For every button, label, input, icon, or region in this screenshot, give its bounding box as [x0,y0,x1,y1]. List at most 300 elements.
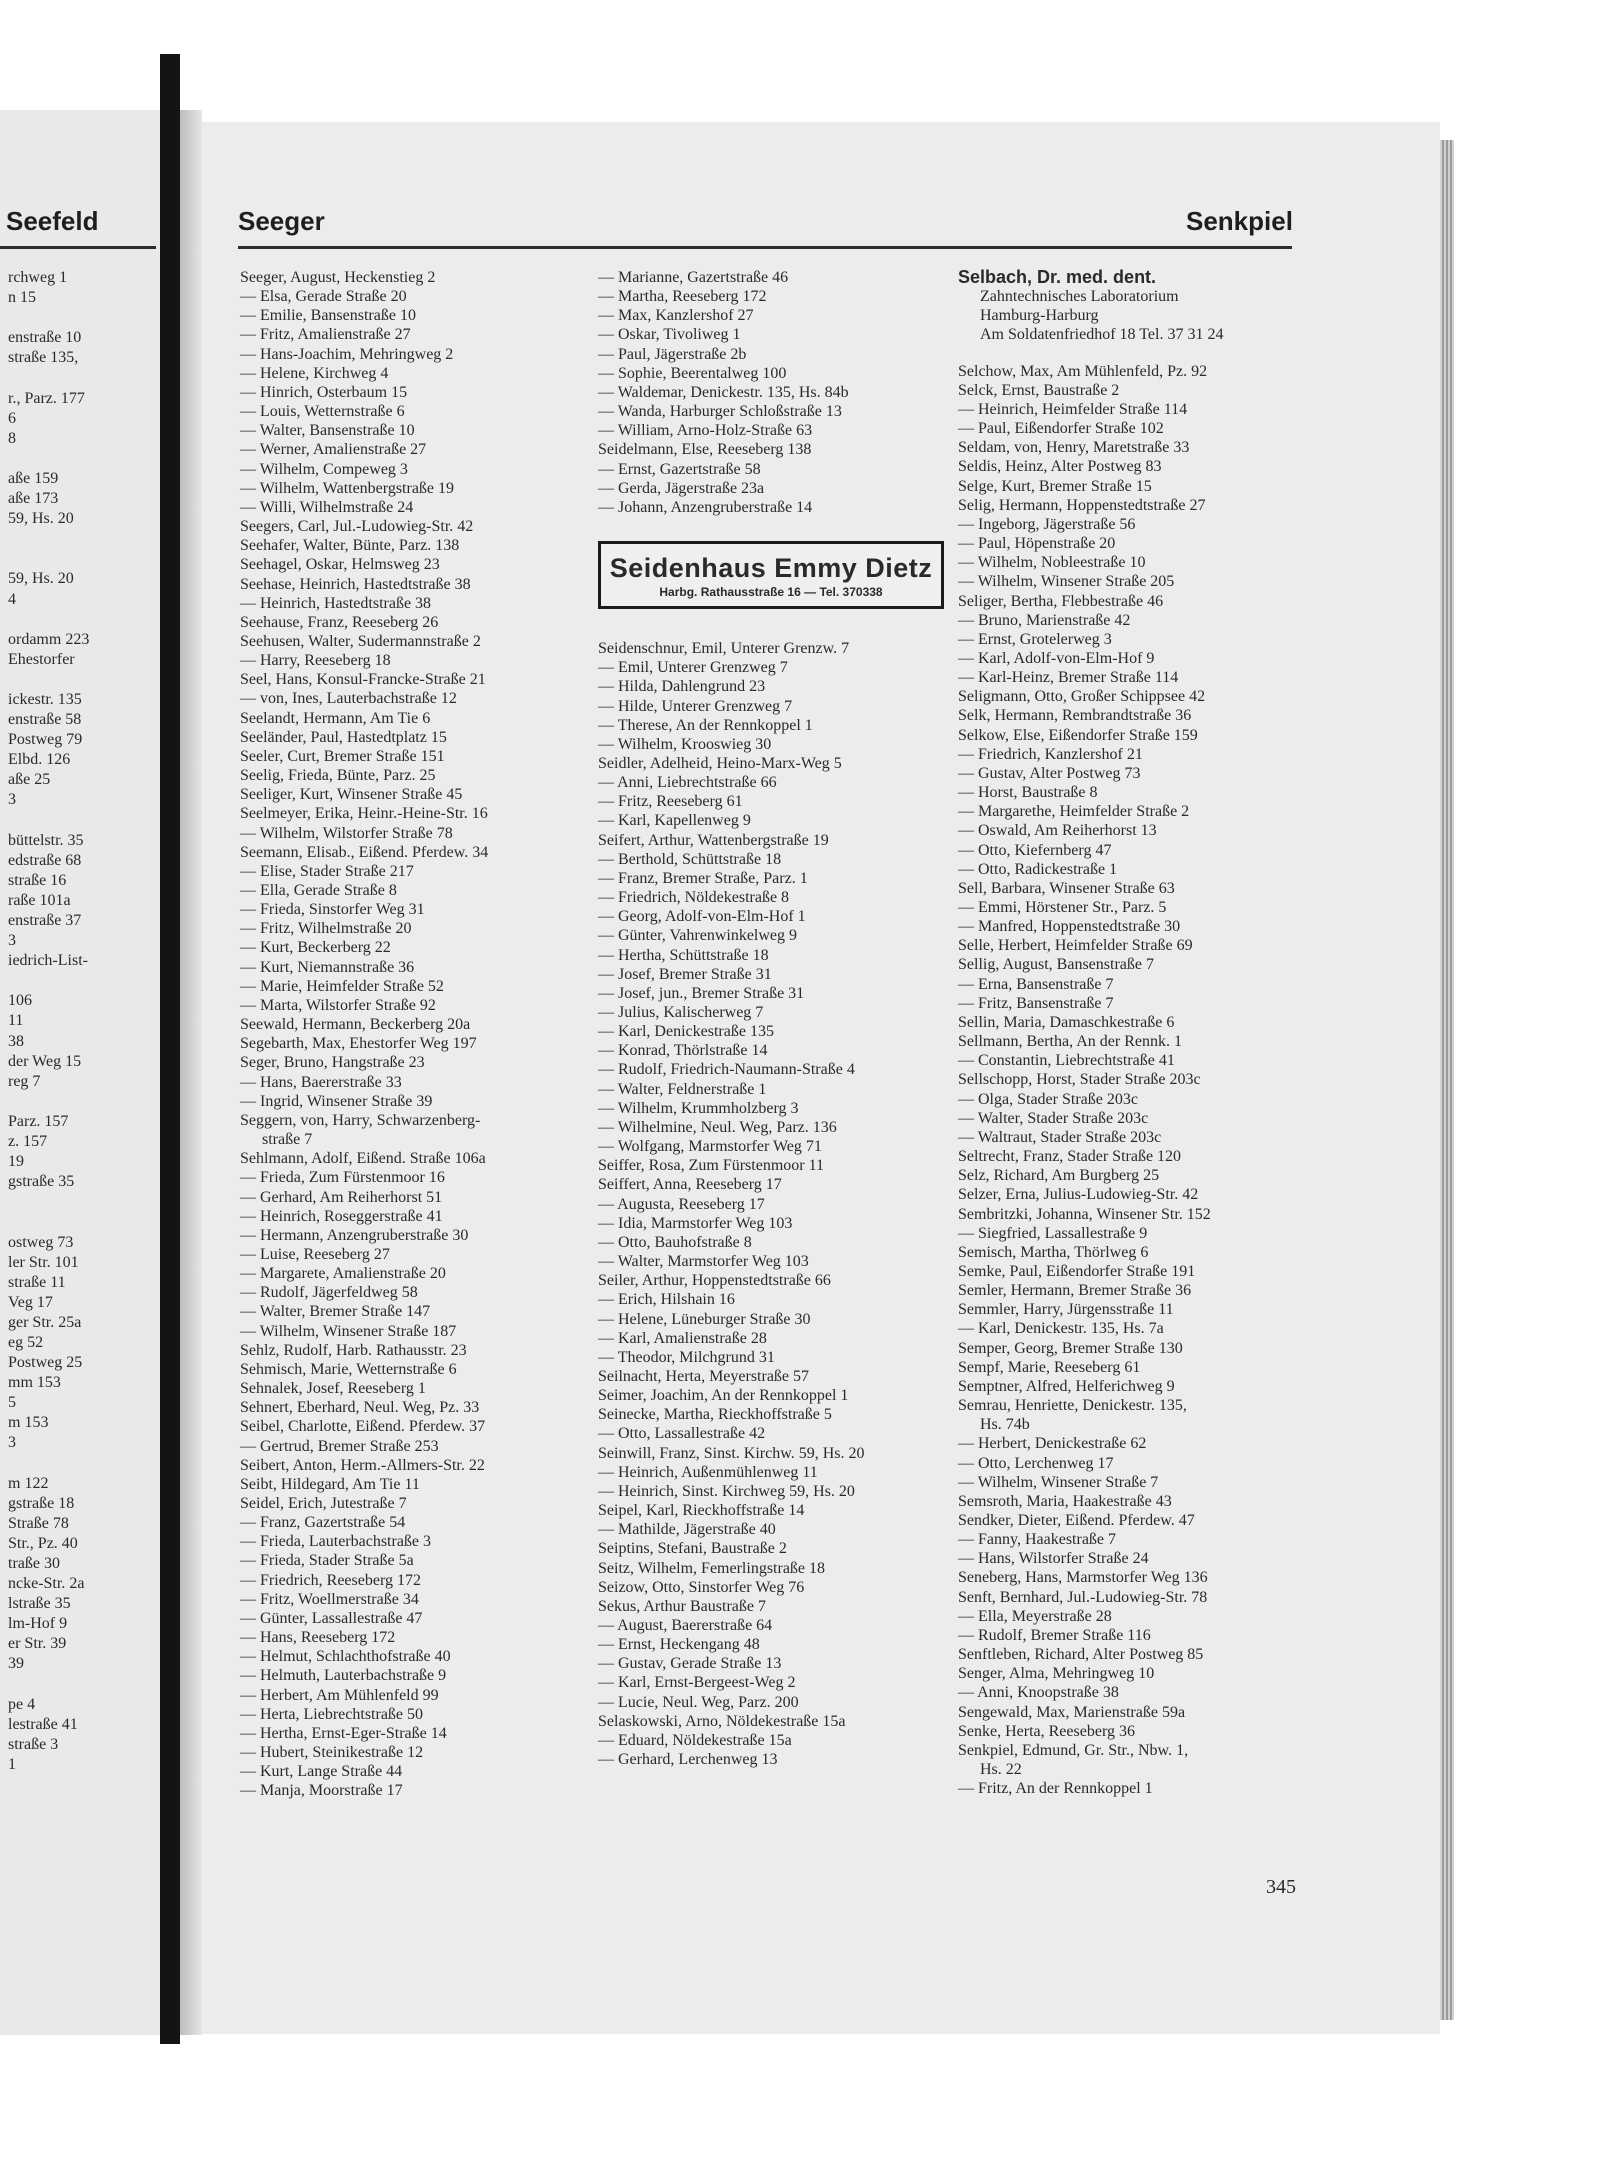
directory-entry: — Oskar, Tivoliweg 1 [598,326,741,344]
selbach-entry-line: Zahntechnisches Laboratorium [980,288,1179,306]
directory-entry: — Ernst, Gazertstraße 58 [598,460,761,478]
directory-entry: Semsroth, Maria, Haakestraße 43 [958,1492,1172,1510]
left-page-fragment: eg 52 [8,1333,44,1351]
left-page-fragment: 59, Hs. 20 [8,510,74,528]
directory-entry: Seiffert, Anna, Reeseberg 17 [598,1176,782,1194]
directory-entry: — Fritz, Woellmerstraße 34 [240,1590,419,1608]
column-3-entries [958,362,1298,1799]
directory-entry: Seewald, Hermann, Beckerberg 20a [240,1016,471,1034]
directory-entry: Seligmann, Otto, Großer Schippsee 42 [958,688,1206,706]
directory-entry: Hs. 22 [980,1761,1022,1779]
directory-entry: — Wilhelm, Wilstorfer Straße 78 [240,824,453,842]
directory-entry: — Fritz, An der Rennkoppel 1 [958,1780,1153,1798]
directory-entry: Seibel, Charlotte, Eißend. Pferdew. 37 [240,1418,486,1436]
directory-entry: — Martha, Reeseberg 172 [598,288,767,306]
directory-entry: Sellin, Maria, Damaschkestraße 6 [958,1013,1175,1031]
directory-entry: — Margarethe, Heimfelder Straße 2 [958,803,1190,821]
directory-entry: Seel, Hans, Konsul-Francke-Straße 21 [240,671,486,689]
directory-entry: Seeger, August, Heckenstieg 2 [240,269,436,286]
directory-entry: — Johann, Anzengruberstraße 14 [598,498,813,516]
directory-entry: — Karl, Amalienstraße 28 [598,1329,767,1347]
directory-entry: — Paul, Jägerstraße 2b [598,345,747,363]
directory-entry: Sellmann, Bertha, An der Rennk. 1 [958,1033,1182,1051]
left-page-fragment: traße 30 [8,1555,60,1572]
directory-entry: — Georg, Adolf-von-Elm-Hof 1 [598,908,806,926]
directory-entry: Seimer, Joachim, An der Rennkoppel 1 [598,1387,849,1405]
directory-entry: Seibert, Anton, Herm.-Allmers-Str. 22 [240,1456,485,1474]
directory-entry: Semke, Paul, Eißendorfer Straße 191 [958,1262,1196,1280]
left-page-fragment: ordamm 223 [8,630,90,648]
directory-entry: — Helmut, Schlachthofstraße 40 [240,1648,451,1666]
directory-entry: Seilnacht, Herta, Meyerstraße 57 [598,1367,810,1385]
left-page-fragment: aße 173 [8,490,59,508]
directory-entry: — Hinrich, Osterbaum 15 [240,383,408,401]
directory-entry: — Augusta, Reeseberg 17 [598,1195,765,1213]
directory-entry: Seitz, Wilhelm, Femerlingstraße 18 [598,1559,826,1577]
directory-entry: — Franz, Gazertstraße 54 [240,1514,406,1532]
left-page-fragment [8,308,158,328]
directory-entry: — Marta, Wilstorfer Straße 92 [240,996,436,1014]
directory-entry: Selge, Kurt, Bremer Straße 15 [958,477,1152,495]
directory-entry: — Helene, Kirchweg 4 [240,364,389,382]
directory-entry: — Oswald, Am Reiherhorst 13 [958,822,1157,840]
directory-entry: — Constantin, Liebrechtstraße 41 [958,1052,1175,1070]
left-page-fragment: lestraße 41 [8,1715,78,1733]
book-gutter [160,54,180,2044]
directory-entry: Semisch, Martha, Thörlweg 6 [958,1243,1149,1261]
directory-entry: — Emmi, Hörstener Str., Parz. 5 [958,899,1167,916]
left-page-header-rule [0,246,156,249]
gutter-shadow [180,110,202,2035]
entry-gap [958,345,1298,362]
directory-entry: — Ernst, Heckengang 48 [598,1636,760,1654]
left-page-fragment [8,971,158,991]
directory-entry: — William, Arno-Holz-Straße 63 [598,422,813,440]
directory-entry: — Max, Kanzlershof 27 [598,307,754,325]
directory-entry: Seehusen, Walter, Sudermannstraße 2 [240,632,481,650]
directory-entry: — Karl, Adolf-von-Elm-Hof 9 [958,649,1155,667]
left-page-fragment [8,1192,158,1212]
directory-entry: Seneberg, Hans, Marmstorfer Weg 136 [958,1569,1208,1587]
header-rule [238,246,1292,249]
directory-entry: — Siegfried, Lassallestraße 9 [958,1224,1148,1242]
left-page-fragment: reg 7 [8,1072,41,1090]
directory-entry: Seeler, Curt, Bremer Straße 151 [240,747,445,765]
directory-entry: Semper, Georg, Bremer Straße 130 [958,1339,1183,1357]
left-page-fragment: Postweg 25 [8,1354,83,1372]
advertisement-address: Harbg. Rathausstraße 16 — Tel. 370338 [659,585,883,600]
left-page-fragment [8,1675,158,1695]
directory-entry: — Herta, Liebrechtstraße 50 [240,1705,424,1723]
directory-entry: — Wilhelm, Winsener Straße 7 [958,1473,1159,1491]
left-page-fragment: Ehestorfer [8,650,75,668]
directory-entry: — Karl, Kapellenweg 9 [598,812,751,830]
directory-entry: Sempf, Marie, Reeseberg 61 [958,1358,1141,1376]
left-page-fragment: straße 16 [8,871,67,889]
left-page-fragment: ostweg 73 [8,1233,74,1251]
directory-entry: — Frieda, Zum Fürstenmoor 16 [240,1169,445,1187]
directory-entry: — Rudolf, Friedrich-Naumann-Straße 4 [598,1061,855,1079]
directory-entry: straße 7 [262,1131,313,1149]
directory-entry: — Gerda, Jägerstraße 23a [598,479,765,497]
directory-entry: Seiffer, Rosa, Zum Fürstenmoor 11 [598,1157,824,1175]
left-page-fragment: gstraße 35 [8,1173,75,1191]
column-2-top-entries [598,268,946,517]
directory-entry: — Fritz, Amalienstraße 27 [240,326,411,344]
directory-entry: — Kurt, Beckerberg 22 [240,939,391,957]
directory-entry: — Emil, Unterer Grenzweg 7 [598,659,788,677]
directory-entry: — Hubert, Steinikestraße 12 [240,1744,424,1762]
left-page-fragment: n 15 [8,289,36,307]
left-page-fragment: straße 11 [8,1273,66,1291]
directory-entry: — Rudolf, Jägerfeldweg 58 [240,1284,418,1302]
directory-entry: Selck, Ernst, Baustraße 2 [958,381,1120,399]
directory-entry: — Horst, Baustraße 8 [958,784,1098,802]
directory-entry: Sehlz, Rudolf, Harb. Rathausstr. 23 [240,1341,467,1359]
directory-entry: — Elise, Stader Straße 217 [240,862,414,880]
left-page-fragment: Veg 17 [8,1293,53,1311]
directory-entry: — Walter, Feldnerstraße 1 [598,1080,767,1098]
directory-entry: Seidenschnur, Emil, Unterer Grenzw. 7 [598,640,850,658]
directory-entry: — Marie, Heimfelder Straße 52 [240,977,444,995]
directory-entry: — Lucie, Neul. Weg, Parz. 200 [598,1693,799,1711]
directory-entry: Seelig, Frieda, Bünte, Parz. 25 [240,767,436,785]
directory-entry: Seelmeyer, Erika, Heinr.-Heine-Str. 16 [240,805,488,823]
left-page-fragment: ger Str. 25a [8,1313,82,1331]
left-page-fragment: m 122 [8,1474,49,1492]
directory-entry: — Manja, Moorstraße 17 [240,1782,403,1800]
directory-entry: — Josef, Bremer Straße 31 [598,965,772,983]
left-page-fragment: 6 [8,409,16,427]
left-page-fragment: z. 157 [8,1133,48,1151]
directory-entry: — Herbert, Denickestraße 62 [958,1435,1147,1453]
left-page-fragment: mm 153 [8,1374,61,1392]
directory-entry: — Karl, Denickestraße 135 [598,1023,774,1041]
selbach-entry-line: Hamburg-Harburg [980,307,1099,325]
directory-entry: Seehase, Heinrich, Hastedtstraße 38 [240,575,471,593]
left-page-fragment: lm-Hof 9 [8,1615,68,1633]
directory-entry: Selaskowski, Arno, Nöldekestraße 15a [598,1712,846,1730]
directory-entry: — Therese, An der Rennkoppel 1 [598,716,813,734]
directory-entry: Seemann, Elisab., Eißend. Pferdew. 34 [240,843,489,861]
directory-entry: Selle, Herbert, Heimfelder Straße 69 [958,937,1193,955]
directory-entry: — Idia, Marmstorfer Weg 103 [598,1214,793,1232]
directory-entry: Sengewald, Max, Marienstraße 59a [958,1703,1186,1721]
left-page-fragment [8,1454,158,1474]
column-2-bottom-entries [598,639,946,1769]
directory-entry: — Louis, Wetternstraße 6 [240,403,405,421]
directory-entry: — Olga, Stader Straße 203c [958,1090,1138,1108]
directory-entry: — Heinrich, Roseggerstraße 41 [240,1207,443,1225]
directory-entry: — Wilhelmine, Neul. Weg, Parz. 136 [598,1118,837,1136]
directory-entry: Semptner, Alfred, Helferichweg 9 [958,1377,1175,1395]
directory-entry: Senftleben, Richard, Alter Postweg 85 [958,1646,1204,1664]
directory-entry: — Hans, Wilstorfer Straße 24 [958,1550,1149,1568]
directory-entry: Sehmisch, Marie, Wetternstraße 6 [240,1360,457,1378]
directory-entry: — Franz, Bremer Straße, Parz. 1 [598,869,808,887]
left-page-fragment: Straße 78 [8,1514,69,1532]
directory-entry: — Karl, Ernst-Bergeest-Weg 2 [598,1674,796,1692]
left-page-fragment: Elbd. 126 [8,751,71,769]
directory-entry: — Fritz, Bansenstraße 7 [958,994,1114,1012]
directory-entry: Seldam, von, Henry, Maretstraße 33 [958,439,1190,457]
left-page-fragment: er Str. 39 [8,1635,67,1653]
page-number: 345 [1266,1876,1296,1898]
directory-entry: — Hertha, Ernst-Eger-Straße 14 [240,1724,447,1742]
selbach-entry-line: Am Soldatenfriedhof 18 Tel. 37 31 24 [980,326,1224,344]
directory-entry: — Friedrich, Reeseberg 172 [240,1571,421,1589]
directory-entry: Semmler, Harry, Jürgensstraße 11 [958,1301,1174,1319]
left-page-fragment: 1 [8,1755,16,1773]
directory-entry: — Wilhelm, Nobleestraße 10 [958,554,1146,572]
directory-entry: — Hans, Reeseberg 172 [240,1629,396,1647]
directory-entry: Senger, Alma, Mehringweg 10 [958,1665,1155,1683]
directory-entry: — Sophie, Beerentalweg 100 [598,364,787,382]
directory-entry: — Anni, Liebrechtstraße 66 [598,774,777,792]
directory-entry: — Ernst, Grotelerweg 3 [958,630,1112,648]
directory-entry: Seeliger, Kurt, Winsener Straße 45 [240,786,463,804]
directory-entry: Seggern, von, Harry, Schwarzenberg- [240,1111,481,1129]
directory-entry: — Margarete, Amalienstraße 20 [240,1265,446,1283]
directory-entry: Seidel, Erich, Jutestraße 7 [240,1495,407,1512]
directory-entry: — Gustav, Alter Postweg 73 [958,764,1141,782]
directory-entry: — Fritz, Wilhelmstraße 20 [240,920,412,938]
directory-entry: — Hans-Joachim, Mehringweg 2 [240,345,454,363]
left-page-fragment: enstraße 58 [8,711,82,729]
directory-entry: — Erna, Bansenstraße 7 [958,975,1114,993]
directory-entry: Sembritzki, Johanna, Winsener Str. 152 [958,1205,1211,1223]
directory-entry: — Bruno, Marienstraße 42 [958,611,1131,629]
directory-entry: — Josef, jun., Bremer Straße 31 [598,984,805,1002]
directory-entry: — Hilde, Unterer Grenzweg 7 [598,697,793,715]
directory-entry: — Wilhelm, Wattenbergstraße 19 [240,479,455,497]
directory-entry: Semrau, Henriette, Denickestr. 135, [958,1397,1187,1415]
directory-entry: — Marianne, Gazertstraße 46 [598,269,789,286]
directory-entry: — Karl-Heinz, Bremer Straße 114 [958,669,1179,687]
directory-entry: — Kurt, Niemannstraße 36 [240,958,415,976]
directory-entry: — Fritz, Reeseberg 61 [598,793,743,811]
directory-entry: — Heinrich, Hastedtstraße 38 [240,594,432,612]
left-page-fragment [8,529,158,549]
directory-entry: — Gerhard, Am Reiherhorst 51 [240,1188,443,1206]
left-page-fragment [8,1212,158,1232]
directory-entry: Seibt, Hildegard, Am Tie 11 [240,1475,420,1493]
directory-entry: — Heinrich, Heimfelder Straße 114 [958,400,1188,418]
directory-entry: Sellig, August, Bansenstraße 7 [958,956,1154,974]
directory-entry: Selzer, Erna, Julius-Ludowieg-Str. 42 [958,1186,1199,1204]
directory-entry: — Otto, Radickestraße 1 [958,860,1118,878]
directory-entry: Semler, Hermann, Bremer Straße 36 [958,1282,1192,1300]
directory-entry: — Heinrich, Außenmühlenweg 11 [598,1463,818,1481]
header-first-entry: Seeger [238,206,325,236]
left-page-fragment: 38 [8,1032,24,1050]
left-page-header: Seefeld [6,206,99,236]
directory-entry: Selz, Richard, Am Burgberg 25 [958,1167,1160,1185]
left-page-fragment: aße 25 [8,771,51,789]
directory-entry: Seehafer, Walter, Bünte, Parz. 138 [240,537,460,555]
left-page-fragment: ncke-Str. 2a [8,1575,85,1593]
left-page-fragment: aße 159 [8,469,59,487]
directory-entry: — Hans, Baererstraße 33 [240,1073,402,1091]
directory-entry: — Friedrich, Nöldekestraße 8 [598,889,790,907]
directory-entry: Sehnalek, Josef, Reeseberg 1 [240,1380,426,1398]
directory-entry: Seehause, Franz, Reeseberg 26 [240,613,439,631]
directory-entry: — Berthold, Schüttstraße 18 [598,850,782,868]
left-page-fragment: rchweg 1 [8,269,68,286]
directory-entry: Selchow, Max, Am Mühlenfeld, Pz. 92 [958,362,1208,380]
directory-entry: Seehagel, Oskar, Helmsweg 23 [240,556,440,574]
directory-entry: — Walter, Stader Straße 203c [958,1109,1149,1127]
header-last-entry: Senkpiel [1186,206,1293,236]
left-page-fragment: pe 4 [8,1695,36,1713]
directory-entry: Seinwill, Franz, Sinst. Kirchw. 59, Hs. 20 [598,1444,865,1462]
directory-entry: Seliger, Bertha, Flebbestraße 46 [958,592,1164,610]
directory-entry: — Hilda, Dahlengrund 23 [598,678,766,696]
left-page-fragment [8,368,158,388]
directory-entry: Senkpiel, Edmund, Gr. Str., Nbw. 1, [958,1741,1189,1759]
directory-entry: Sekus, Arthur Baustraße 7 [598,1597,766,1615]
directory-column-3 [958,268,1298,1798]
directory-entry: — Julius, Kalischerweg 7 [598,1004,764,1021]
left-page-fragment: Str., Pz. 40 [8,1534,78,1552]
directory-entry: Seipel, Karl, Rieckhoffstraße 14 [598,1502,805,1520]
directory-entry: — Werner, Amalienstraße 27 [240,441,427,459]
left-page-fragment: raße 101a [8,891,71,909]
left-page-fragment: 3 [8,1434,16,1452]
left-page-fragment: r., Parz. 177 [8,389,85,407]
directory-entry: — Theodor, Milchgrund 31 [598,1348,775,1366]
directory-entry: Seidelmann, Else, Reeseberg 138 [598,441,812,459]
left-page-fragment: iedrich-List- [8,952,88,970]
left-page-fragment: ickestr. 135 [8,690,82,708]
directory-entry: — Luise, Reeseberg 27 [240,1245,390,1263]
directory-entry: — Frieda, Stader Straße 5a [240,1552,414,1570]
left-page-fragment: lstraße 35 [8,1595,71,1613]
directory-entry: — Rudolf, Bremer Straße 116 [958,1626,1151,1644]
directory-entry: Seidler, Adelheid, Heino-Marx-Weg 5 [598,754,842,772]
directory-entry: — Fanny, Haakestraße 7 [958,1531,1117,1549]
directory-entry: — Karl, Denickestr. 135, Hs. 7a [958,1320,1164,1338]
left-page-fragment: 59, Hs. 20 [8,570,74,588]
directory-entry: — Harry, Reeseberg 18 [240,652,391,670]
directory-entry: — Hermann, Anzengruberstraße 30 [240,1226,469,1244]
directory-entry: — Willi, Wilhelmstraße 24 [240,498,414,516]
left-page-fragment: 39 [8,1655,24,1673]
directory-entry: — Heinrich, Sinst. Kirchweg 59, Hs. 20 [598,1482,855,1500]
left-page-fragments [8,268,158,1775]
directory-entry: Seeländer, Paul, Hastedtplatz 15 [240,728,447,746]
directory-entry: — Waltraut, Stader Straße 203c [958,1128,1162,1146]
directory-entry: — Gerhard, Lerchenweg 13 [598,1751,778,1769]
directory-entry: — Eduard, Nöldekestraße 15a [598,1731,792,1749]
directory-entry: — Herbert, Am Mühlenfeld 99 [240,1686,439,1704]
directory-entry: — Paul, Eißendorfer Straße 102 [958,420,1164,438]
directory-entry: — Günter, Vahrenwinkelweg 9 [598,927,798,945]
left-page-fragment: enstraße 10 [8,329,82,347]
left-page-fragment [8,549,158,569]
directory-entry: Seinecke, Martha, Rieckhoffstraße 5 [598,1406,832,1424]
directory-entry: — Erich, Hilshain 16 [598,1291,735,1309]
selbach-entry-name: Selbach, Dr. med. dent. [958,267,1157,287]
directory-entry: — Helene, Lüneburger Straße 30 [598,1310,811,1328]
directory-entry: Segebarth, Max, Ehestorfer Weg 197 [240,1035,477,1053]
advertisement-title: Seidenhaus Emmy Dietz [609,553,933,584]
directory-entry: Sendker, Dieter, Eißend. Pferdew. 47 [958,1512,1195,1529]
directory-entry: — Kurt, Lange Straße 44 [240,1763,403,1781]
directory-entry: Sehlmann, Adolf, Eißend. Straße 106a [240,1150,486,1168]
directory-entry: — Wolfgang, Marmstorfer Weg 71 [598,1138,822,1156]
left-page-fragment: 8 [8,429,16,447]
directory-entry: — Otto, Lerchenweg 17 [958,1454,1114,1472]
left-page-fragment: edstraße 68 [8,851,82,869]
directory-entry: Seegers, Carl, Jul.-Ludowieg-Str. 42 [240,518,474,536]
directory-entry: Seizow, Otto, Sinstorfer Weg 76 [598,1578,805,1596]
directory-entry: Sell, Barbara, Winsener Straße 63 [958,879,1175,897]
directory-entry: Seiptins, Stefani, Baustraße 2 [598,1540,787,1558]
directory-entry: — Manfred, Hoppenstedtstraße 30 [958,918,1181,936]
directory-entry: — Paul, Höpenstraße 20 [958,535,1116,553]
left-page-fragment: 106 [8,992,32,1010]
directory-entry: — Frieda, Sinstorfer Weg 31 [240,901,425,919]
directory-entry: — Gertrud, Bremer Straße 253 [240,1437,439,1455]
left-page-fragment: enstraße 37 [8,912,82,929]
directory-entry: — Wilhelm, Winsener Straße 205 [958,573,1175,591]
directory-entry: — Walter, Bansenstraße 10 [240,422,415,440]
left-page-fragment [8,670,158,690]
directory-entry: — Wilhelm, Compeweg 3 [240,460,408,478]
directory-entry: — Waldemar, Denickestr. 135, Hs. 84b [598,383,849,401]
directory-entry: Seldis, Heinz, Alter Postweg 83 [958,458,1162,476]
left-page-fragment: 11 [8,1012,24,1030]
directory-column-1 [240,268,580,1801]
left-page-fragment [8,1092,158,1112]
directory-entry: Seelandt, Hermann, Am Tie 6 [240,709,431,727]
left-page-fragment: Parz. 157 [8,1112,69,1130]
left-page-fragment: der Weg 15 [8,1052,82,1070]
directory-entry: — Otto, Lassallestraße 42 [598,1425,766,1443]
directory-entry: — Hertha, Schüttstraße 18 [598,946,769,964]
directory-entry: — Ingrid, Winsener Straße 39 [240,1092,433,1110]
directory-entry: — Otto, Kiefernberg 47 [958,841,1112,859]
directory-entry: — Otto, Bauhofstraße 8 [598,1233,752,1251]
directory-entry: — Elsa, Gerade Straße 20 [240,288,407,306]
left-page-fragment [8,449,158,469]
directory-entry: — Anni, Knoopstraße 38 [958,1684,1119,1702]
left-page-fragment: büttelstr. 35 [8,831,84,849]
directory-entry: — Wanda, Harburger Schloßstraße 13 [598,403,842,421]
directory-entry: Selig, Hermann, Hoppenstedtstraße 27 [958,496,1206,514]
directory-entry: Hs. 74b [980,1416,1030,1434]
directory-entry: Senft, Bernhard, Jul.-Ludowieg-Str. 78 [958,1588,1208,1606]
directory-entry: Seifert, Arthur, Wattenbergstraße 19 [598,831,829,849]
left-page-fragment: ler Str. 101 [8,1253,79,1271]
directory-entry: Selk, Hermann, Rembrandtstraße 36 [958,707,1192,725]
directory-entry: Senke, Herta, Reeseberg 36 [958,1722,1135,1740]
directory-entry: Seltrecht, Franz, Stader Straße 120 [958,1148,1182,1166]
directory-entry: — von, Ines, Lauterbachstraße 12 [240,690,457,708]
left-page-fragment: Postweg 79 [8,731,83,749]
advertisement-box [598,541,944,609]
directory-entry: — Ingeborg, Jägerstraße 56 [958,515,1136,533]
directory-entry: — Konrad, Thörlstraße 14 [598,1042,768,1060]
left-page-fragment [8,610,158,630]
directory-entry: — Friedrich, Kanzlershof 21 [958,745,1143,763]
left-page-fragment: 19 [8,1153,24,1171]
directory-entry: — Mathilde, Jägerstraße 40 [598,1521,776,1539]
directory-entry: — Wilhelm, Krummholzberg 3 [598,1099,799,1117]
left-page-fragment: 5 [8,1394,16,1412]
directory-entry: — Walter, Marmstorfer Weg 103 [598,1253,809,1271]
